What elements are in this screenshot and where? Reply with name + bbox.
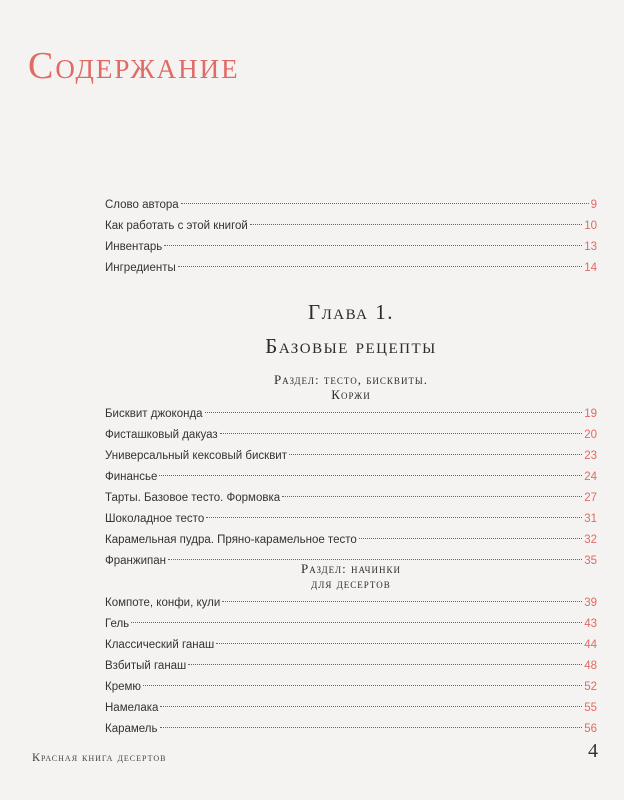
toc-entry[interactable] xyxy=(105,593,597,614)
toc-entry-label: Как работать с этой книгой xyxy=(105,220,248,232)
toc-entry-page: 27 xyxy=(584,492,597,504)
leader-dots xyxy=(282,496,582,497)
toc-section1-list xyxy=(105,404,597,572)
section-heading xyxy=(105,372,597,402)
toc-entry-page: 19 xyxy=(584,408,597,420)
toc-entry-page: 20 xyxy=(584,429,597,441)
toc-entry[interactable] xyxy=(105,195,597,216)
leader-dots xyxy=(178,266,582,267)
leader-dots xyxy=(216,643,582,644)
toc-section2-list xyxy=(105,593,597,740)
toc-entry-page: 43 xyxy=(584,618,597,630)
page-title: Содержание xyxy=(28,45,240,87)
toc-entry-page: 44 xyxy=(584,639,597,651)
toc-entry[interactable] xyxy=(105,446,597,467)
toc-entry-page: 10 xyxy=(584,220,597,232)
section-heading xyxy=(105,561,597,591)
leader-dots xyxy=(143,685,582,686)
leader-dots xyxy=(289,454,582,455)
chapter-name: Базовые рецепты xyxy=(265,334,437,358)
toc-entry-label: Бисквит джоконда xyxy=(105,408,203,420)
toc-entry-label: Франжипан xyxy=(105,555,166,567)
toc-entry-page: 56 xyxy=(584,723,597,735)
toc-entry-page: 24 xyxy=(584,471,597,483)
toc-entry[interactable] xyxy=(105,698,597,719)
toc-entry-label: Кремю xyxy=(105,681,142,693)
toc-intro-list xyxy=(105,195,597,279)
toc-entry-label: Фисташковый дакуаз xyxy=(105,429,218,441)
toc-entry-label: Намелака xyxy=(105,702,159,714)
toc-entry-label: Гель xyxy=(105,618,130,630)
leader-dots xyxy=(359,538,582,539)
toc-entry[interactable] xyxy=(105,216,597,237)
toc-entry-page: 52 xyxy=(584,681,597,693)
section-heading-line: Коржи xyxy=(331,387,371,402)
leader-dots xyxy=(222,601,582,602)
leader-dots xyxy=(160,727,583,728)
toc-entry[interactable] xyxy=(105,530,597,551)
toc-entry-label: Тарты. Базовое тесто. Формовка xyxy=(105,492,281,504)
leader-dots xyxy=(164,245,582,246)
toc-entry-label: Взбитый ганаш xyxy=(105,660,187,672)
toc-entry[interactable] xyxy=(105,425,597,446)
toc-entry-page: 48 xyxy=(584,660,597,672)
toc-entry-label: Компоте, конфи, кули xyxy=(105,597,221,609)
leader-dots xyxy=(220,433,583,434)
toc-entry[interactable] xyxy=(105,614,597,635)
leader-dots xyxy=(160,706,582,707)
toc-entry-page: 39 xyxy=(584,597,597,609)
leader-dots xyxy=(250,224,582,225)
toc-entry[interactable] xyxy=(105,719,597,740)
toc-entry-page: 32 xyxy=(584,534,597,546)
leader-dots xyxy=(205,412,583,413)
toc-entry-page: 13 xyxy=(584,241,597,253)
toc-entry-page: 9 xyxy=(590,199,597,211)
section-heading-line: Раздел: тесто, бисквиты. xyxy=(273,372,429,387)
toc-entry-label: Инвентарь xyxy=(105,241,163,253)
toc-entry-page: 31 xyxy=(584,513,597,525)
leader-dots xyxy=(168,559,582,560)
toc-entry[interactable] xyxy=(105,488,597,509)
toc-entry[interactable] xyxy=(105,635,597,656)
toc-entry-page: 23 xyxy=(584,450,597,462)
leader-dots xyxy=(188,664,582,665)
page-number: 4 xyxy=(588,740,598,762)
section-heading-line: Раздел: начинки xyxy=(301,561,401,576)
chapter-heading xyxy=(105,295,597,363)
leader-dots xyxy=(131,622,582,623)
toc-entry-label: Классический ганаш xyxy=(105,639,215,651)
leader-dots xyxy=(181,203,589,204)
footer-book-title: Красная книга десертов xyxy=(32,750,167,764)
toc-entry-label: Карамель xyxy=(105,723,158,735)
toc-entry[interactable] xyxy=(105,404,597,425)
leader-dots xyxy=(159,475,582,476)
toc-entry[interactable] xyxy=(105,677,597,698)
toc-entry[interactable] xyxy=(105,467,597,488)
toc-entry-label: Карамельная пудра. Пряно-карамельное тесто xyxy=(105,534,357,546)
toc-entry-label: Шоколадное тесто xyxy=(105,513,205,525)
toc-entry-page: 55 xyxy=(584,702,597,714)
leader-dots xyxy=(206,517,582,518)
toc-entry-label: Слово автора xyxy=(105,199,179,211)
toc-entry[interactable] xyxy=(105,237,597,258)
toc-entry-label: Финансье xyxy=(105,471,158,483)
toc-entry-page: 14 xyxy=(584,262,597,274)
toc-entry-label: Ингредиенты xyxy=(105,262,176,274)
chapter-number: Глава 1. xyxy=(307,300,395,324)
toc-entry[interactable] xyxy=(105,258,597,279)
toc-entry-page: 35 xyxy=(584,555,597,567)
toc-entry-label: Универсальный кексовый бисквит xyxy=(105,450,287,462)
toc-entry[interactable] xyxy=(105,509,597,530)
section-heading-line: для десертов xyxy=(311,576,391,591)
toc-entry[interactable] xyxy=(105,656,597,677)
